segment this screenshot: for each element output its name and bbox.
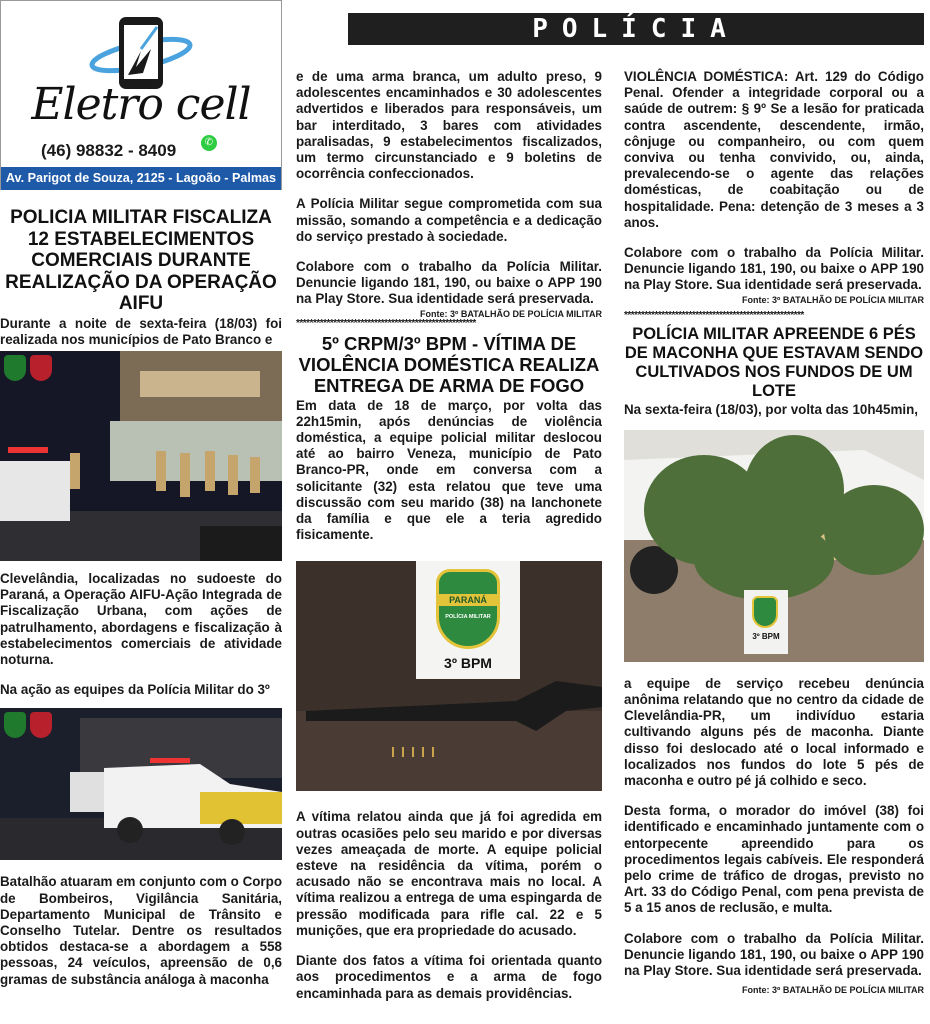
article3-paragraph: Na sexta-feira (18/03), por volta das 10h45min, (624, 401, 918, 417)
pm-parana-badge-icon (4, 355, 26, 381)
badge-subtext: POLÍCIA MILITAR (445, 614, 491, 621)
seized-rifle-photo (296, 561, 602, 791)
column-1 (0, 0, 282, 988)
bpm-badge-icon (30, 355, 52, 381)
article1-paragraph: Na ação as equipes da Polícia Militar do 3º (0, 682, 270, 698)
article2-paragraph: Diante dos fatos a vítima foi orientada quanto aos procedimentos e a arma de fogo encaminhada para as demais providências. (296, 953, 602, 1001)
article2-paragraph: VIOLÊNCIA DOMÉSTICA: Art. 129 do Código Penal. Ofender a integridade corporal ou a saúde de outrem: § 9º Se a lesão for praticada contra ascendente, descendente, irmão, cônjuge ou companheiro, ou com quem conviva ou tenha convivido, ou, ainda, prevalecendo-se o agente das relações domésticas, de coabitação ou de hospitalidade. Pena: detenção de 3 meses a 3 anos. (624, 69, 924, 230)
article2-source: Fonte: 3º BATALHÃO DE POLÍCIA MILITAR (742, 294, 924, 305)
photo-label: 3º BPM (444, 655, 492, 672)
marijuana-plants-photo (624, 430, 924, 662)
pm-parana-badge-icon (436, 569, 500, 649)
police-cars-photo (0, 708, 282, 860)
separator: ***************************************************** (624, 310, 804, 321)
article3-paragraph: Desta forma, o morador do imóvel (38) foi identificado e encaminhado juntamente com o entorpecente apreendido para os procedimentos legais cabíveis. Ele responderá pelo crime de tráfico de drogas, previsto no Art. 33 do Código Penal, com pena prevista de 5 a 15 anos de reclusão, e multa. (624, 803, 924, 916)
column-2 (296, 0, 602, 1002)
article1-paragraph: Clevelândia, localizadas no sudoeste do Paraná, a Operação AIFU-Ação Integrada de Fiscalização Urbana, com ações de patrulhamento, abordagens e fiscalização à estabelecimentos comerciais de atividade noturna. (0, 570, 282, 667)
whatsapp-icon: ✆ (201, 135, 217, 151)
article1-headline: POLICIA MILITAR FISCALIZA 12 ESTABELECIMENTOS COMERCIAIS DURANTE REALIZAÇÃO DA OPERAÇÃO AIFU (5, 207, 277, 314)
article3-source: Fonte: 3º BATALHÃO DE POLÍCIA MILITAR (742, 985, 924, 996)
separator: ***************************************************** (296, 318, 476, 329)
article1-source: Fonte: 3º BATALHÃO DE POLÍCIA MILITAR (420, 308, 602, 319)
article3-paragraph: a equipe de serviço recebeu denúncia anônima relatando que no centro da cidade de Clevelândia-PR, um indivíduo estaria cultivando alguns pés de maconha. Diante disso foi deslocado até o local informado e localizados nos fundos do lote 5 pés de maconha e outro pé já colhido e seco. (624, 675, 924, 789)
section-title: POLÍCIA (348, 13, 924, 45)
pm-parana-badge-icon (4, 712, 26, 738)
article2-headline: 5º CRPM/3º BPM - VÍTIMA DE VIOLÊNCIA DOMÉSTICA REALIZA ENTREGA DE ARMA DE FOGO (298, 332, 600, 396)
article3-headline: POLÍCIA MILITAR APREENDE 6 PÉS DE MACONHA QUE ESTAVAM SENDO CULTIVADOS NOS FUNDOS DE UM LOTE (624, 324, 924, 400)
article3-paragraph: Colabore com o trabalho da Polícia Militar. Denuncie ligando 181, 190, ou baixe o APP 190 na Play Store. Sua identidade será preservada. (624, 930, 924, 979)
photo-label: 3º BPM (752, 631, 780, 641)
article2-paragraph: Colabore com o trabalho da Polícia Militar. Denuncie ligando 181, 190, ou baixe o APP 190 na Play Store. Sua identidade será preservada. (624, 245, 924, 293)
badge-text: PARANÁ (439, 594, 497, 606)
article1-paragraph: A Polícia Militar segue comprometida com sua missão, somando a competência e a dedicação do serviço prestado à sociedade. (296, 196, 602, 244)
ad-phone-number: (46) 98832 - 8409 (41, 141, 177, 160)
brand-name: Eletro cell (31, 79, 251, 130)
operation-photo-night-street (0, 351, 282, 561)
pm-parana-badge-icon (752, 596, 778, 628)
article1-paragraph: Colabore com o trabalho da Polícia Militar. Denuncie ligando 181, 190, ou baixe o APP 190 na Play Store. Sua identidade será preservada. (296, 259, 602, 307)
article1-paragraph: e de uma arma branca, um adulto preso, 9 adolescentes encaminhados e 30 adolescentes advertidos e liberados para responsáveis, um bar interditado, 3 bares com atividades paralisadas, 9 estabelecimentos fiscalizados, um termo circunstanciado e 9 boletins de ocorrência confeccionados. (296, 69, 602, 182)
column-3 (624, 0, 924, 995)
bpm-badge-icon (30, 712, 52, 738)
article2-paragraph: A vítima relatou ainda que já foi agredida em outras ocasiões pelo seu marido e por diversas vezes ameaçada de morte. A equipe policial esteve na residência da vítima, porém o acusado não se encontrava mais no local. A vítima realizou a entrega de uma espingarda de pressão modificada para rifle cal. 22 e 5 munições, que era propriedade do acusado. (296, 809, 602, 938)
article2-paragraph: Em data de 18 de março, por volta das 22h15min, após denúncias de violência doméstica, a equipe policial militar deslocou até ao bairro Veneza, município de Pato Branco-PR, onde em conversa com a solicitante (32) esta relatou que teve uma discussão com seu marido (38) na lanchonete da família e que ele a teria agredido fisicamente. (296, 397, 602, 543)
article1-paragraph: Durante a noite de sexta-feira (18/03) foi realizada nos municípios de Pato Branco e (0, 315, 282, 347)
article1-paragraph: Batalhão atuaram em conjunto com o Corpo de Bombeiros, Vigilância Sanitária, Departamento Municipal de Trânsito e Conselho Tutelar. Dentre os resultados obtidos destaca-se a abordagem a 558 pessoas, 24 veículos, apreensão de 0,6 gramas de substância análoga à maconha (0, 874, 282, 987)
ad-address: Av. Parigot de Souza, 2125 - Lagoão - Palmas PR (1, 167, 281, 190)
